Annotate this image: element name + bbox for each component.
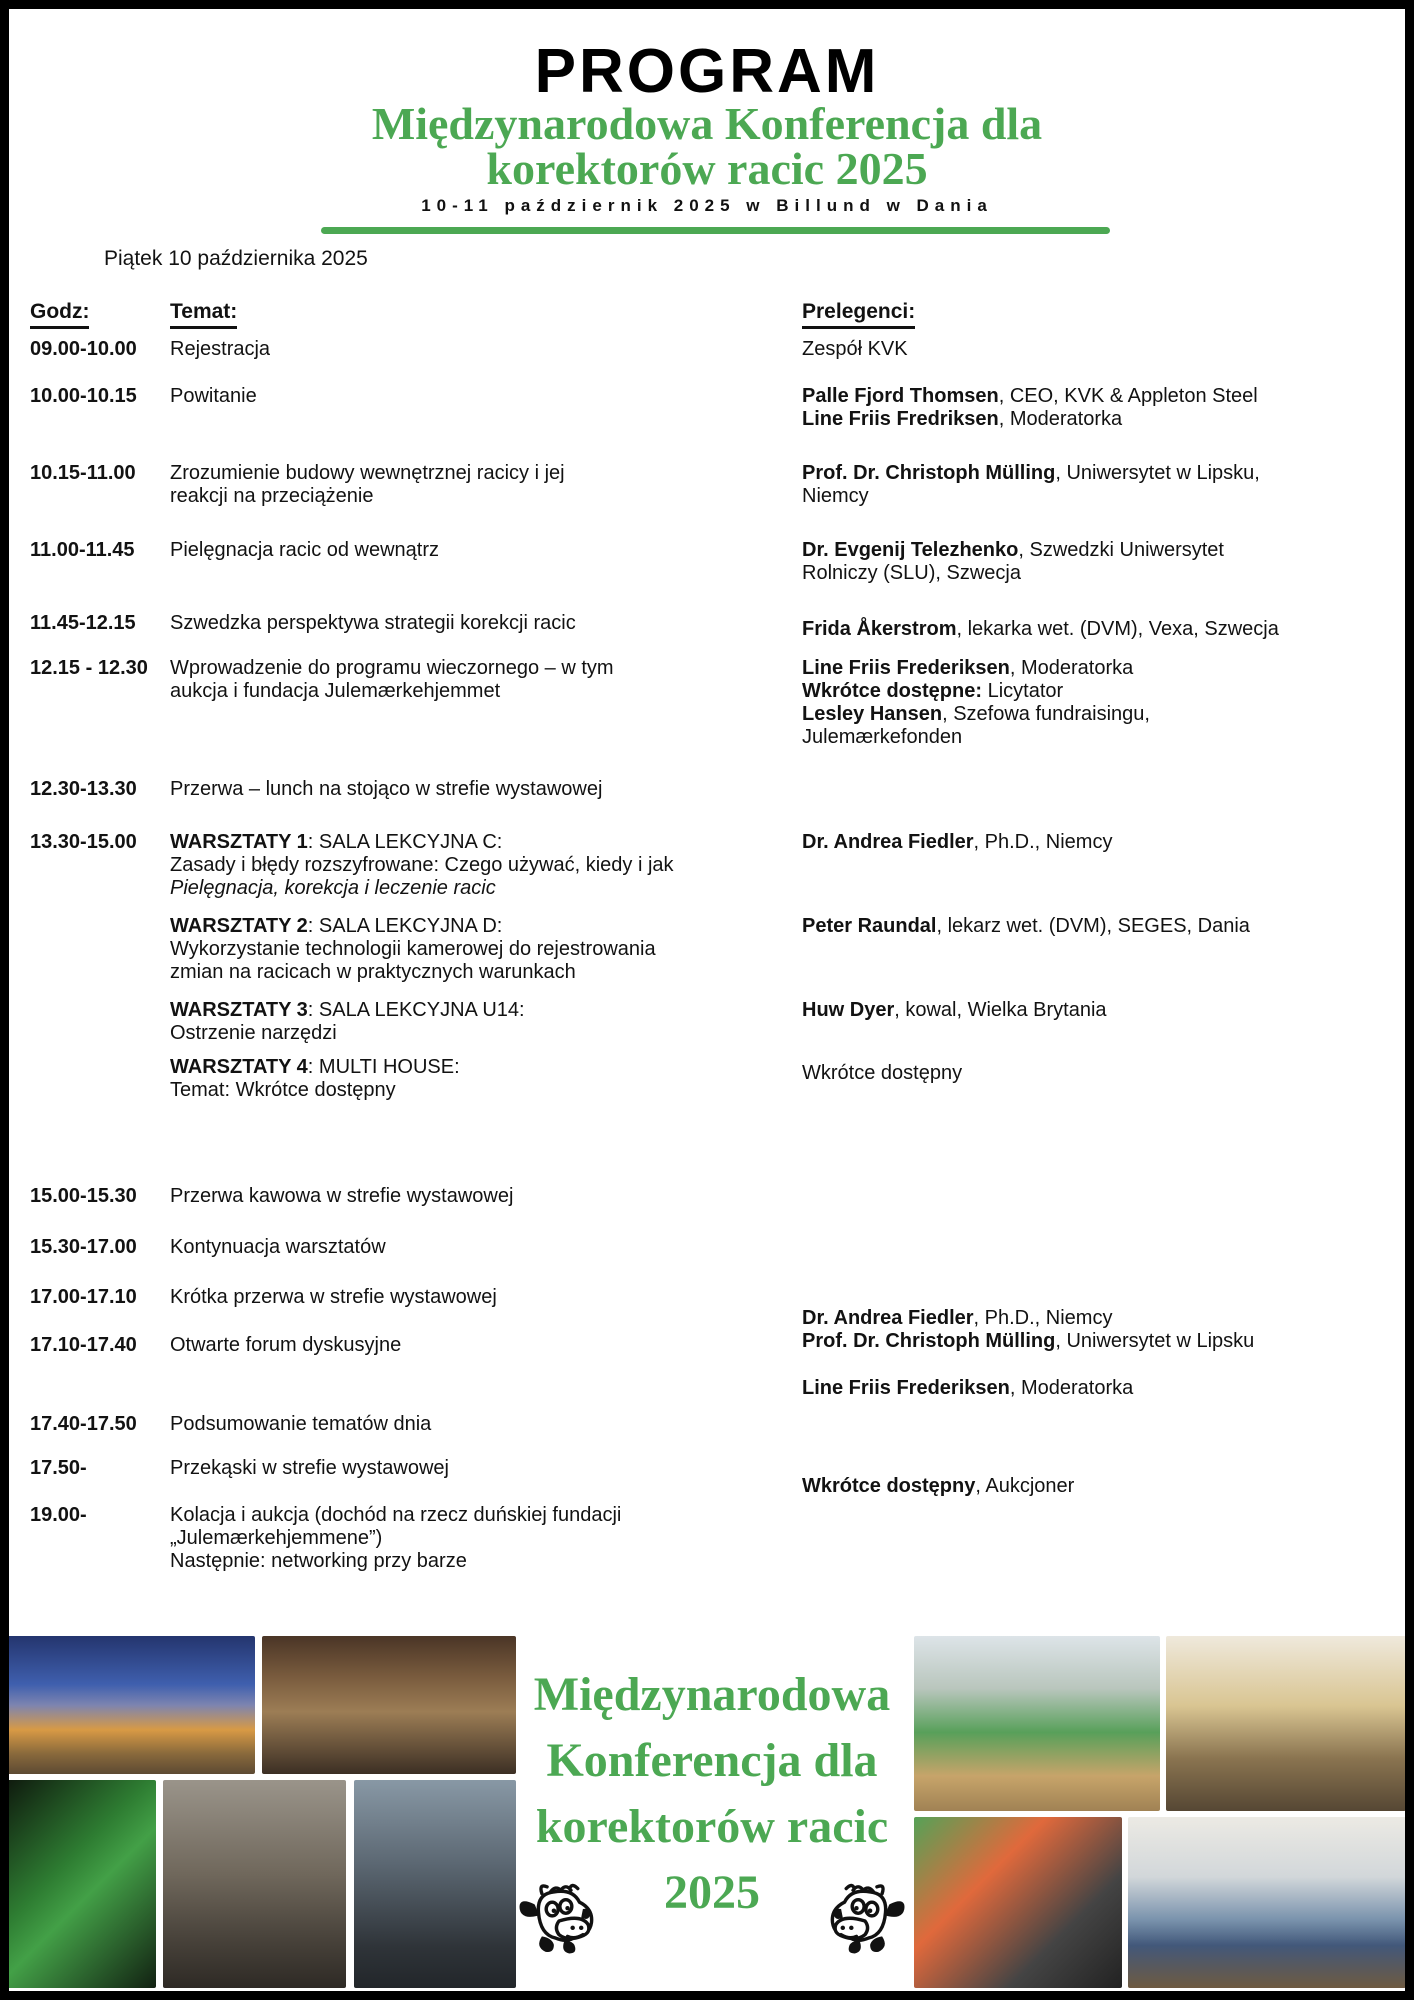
date-location: 10-11 październik 2025 w Billund w Dania (421, 196, 993, 215)
row-time: 15.00-15.30 (30, 1185, 137, 1207)
schedule-row-lunch (30, 778, 602, 801)
row-time: 10.15-11.00 (30, 462, 136, 484)
row-topic-italic: Pielęgnacja, korekcja i leczenie racic (170, 877, 496, 899)
speaker-block-workshop-1: Dr. Andrea Fiedler, Ph.D., Niemcy (802, 831, 1113, 853)
row-time: 10.00-10.15 (30, 385, 137, 407)
photo-auctioneer (262, 1636, 516, 1774)
header-divider (321, 227, 1110, 234)
row-time: 11.00-11.45 (30, 539, 135, 561)
workshop-4-header: WARSZTATY 4: MULTI HOUSE: (170, 1056, 460, 1078)
speaker-block-evening: Line Friis Frederiksen, Moderatorka Wkrótce dostępne: Licytator Lesley Hansen, Szefowa fundraisingu, Julemærkefonden (802, 657, 1150, 748)
speaker-block-workshop-2: Peter Raundal, lekarz wet. (DVM), SEGES, Dania (802, 915, 1250, 937)
row-topic: Temat: Wkrótce dostępny (170, 1079, 396, 1101)
photo-hoof-demonstration (163, 1780, 346, 1988)
speaker-block-auctioneer: Wkrótce dostępny, Aukcjoner (802, 1475, 1075, 1497)
page-title: PROGRAM (534, 37, 880, 106)
footer-line3: korektorów racic (535, 1800, 889, 1853)
row-topic: Przerwa kawowa w strefie wystawowej (170, 1185, 514, 1207)
photo-presenter (354, 1780, 516, 1988)
schedule-row-evening-intro (30, 657, 614, 703)
photo-exhibition-hall (914, 1636, 1160, 1811)
row-topic: „Julemærkehjemmene”) (170, 1527, 383, 1549)
schedule-row-swedish-perspective (30, 612, 576, 635)
speaker-block-summary: Line Friis Frederiksen, Moderatorka (802, 1377, 1134, 1399)
schedule-row-hoofcare (30, 539, 439, 562)
schedule-row-anatomy (30, 462, 565, 508)
workshop-3-header: WARSZTATY 3: SALA LEKCYJNA U14: (170, 999, 525, 1021)
row-topic: Pielęgnacja racic od wewnątrz (170, 539, 440, 561)
schedule-row-welcome (30, 385, 257, 408)
row-time: 17.40-17.50 (30, 1413, 137, 1435)
row-topic: aukcja i fundacja Julemærkehjemmet (170, 680, 501, 702)
row-topic: Kontynuacja warsztatów (170, 1236, 386, 1258)
row-topic: Wykorzystanie technologii kamerowej do rejestrowania (170, 938, 656, 960)
row-topic: reakcji na przeciążenie (170, 485, 374, 507)
row-time: 17.10-17.40 (30, 1334, 137, 1356)
row-topic: Otwarte forum dyskusyjne (170, 1334, 402, 1356)
row-time: 11.45-12.15 (30, 612, 136, 634)
workshop-2-header: WARSZTATY 2: SALA LEKCYJNA D: (170, 915, 503, 937)
column-header-speakers: Prelegenci: (802, 300, 915, 329)
cow-icon (516, 1880, 602, 1967)
photo-group-waving (914, 1817, 1122, 1988)
row-time: 12.30-13.30 (30, 778, 137, 800)
photo-hoof-inspection-table (1166, 1636, 1406, 1811)
column-header-time: Godz: (30, 300, 89, 329)
speaker-block-telezhenko: Dr. Evgenij Telezhenko, Szwedzki Uniwersytet Rolniczy (SLU), Szwecja (802, 539, 1224, 584)
schedule-row-dinner-auction (30, 1504, 621, 1573)
schedule-row-day-summary (30, 1413, 431, 1436)
photo-lecture-hall (1128, 1817, 1406, 1988)
cow-icon (822, 1880, 908, 1967)
schedule-row-registration (30, 338, 270, 361)
row-topic: Przerwa – lunch na stojąco w strefie wystawowej (170, 778, 603, 800)
row-time: 17.00-17.10 (30, 1286, 137, 1308)
row-topic: Zrozumienie budowy wewnętrznej racicy i jej (170, 462, 565, 484)
row-topic: Podsumowanie tematów dnia (170, 1413, 432, 1435)
workshop-1-header: WARSZTATY 1: SALA LEKCYJNA C: (170, 831, 503, 853)
row-topic: Szwedzka perspektywa strategii korekcji racic (170, 612, 576, 634)
row-topic: Krótka przerwa w strefie wystawowej (170, 1286, 497, 1308)
speaker-block-workshop-4: Wkrótce dostępny (802, 1062, 963, 1084)
row-topic: Następnie: networking przy barze (170, 1550, 467, 1572)
footer-line4: 2025 (664, 1866, 760, 1919)
row-topic: Powitanie (170, 385, 257, 407)
row-time: 12.15 - 12.30 (30, 657, 148, 679)
schedule-row-workshop-4 (170, 1056, 460, 1102)
schedule-row-open-forum (30, 1334, 401, 1357)
row-time: 13.30-15.00 (30, 831, 137, 853)
schedule-row-snacks (30, 1457, 449, 1480)
row-topic: Zasady i błędy rozszyfrowane: Czego używać, kiedy i jak (170, 854, 674, 876)
photo-conference-entrance (7, 1636, 255, 1774)
day-header: Piątek 10 października 2025 (104, 247, 368, 270)
speaker-block-forum: Dr. Andrea Fiedler, Ph.D., Niemcy Prof. Dr. Christoph Mülling, Uniwersytet w Lipsku (802, 1307, 1255, 1352)
row-time: 17.50- (30, 1457, 87, 1479)
schedule-row-workshop-1 (30, 831, 674, 900)
schedule-row-short-break (30, 1286, 497, 1309)
row-topic: Rejestracja (170, 338, 271, 360)
row-time: 15.30-17.00 (30, 1236, 137, 1258)
schedule-row-workshop-3 (170, 999, 525, 1045)
speaker-block-welcome: Palle Fjord Thomsen, CEO, KVK & Appleton Steel Line Friis Fredriksen, Moderatorka (802, 385, 1258, 430)
row-topic: Wprowadzenie do programu wieczornego – w tym (170, 657, 614, 679)
schedule-row-workshops-continued (30, 1236, 386, 1259)
conference-title-line1: Międzynarodowa Konferencja dla (371, 98, 1043, 149)
row-topic: zmian na racicach w praktycznych warunkach (170, 961, 576, 983)
column-header-topic: Temat: (170, 300, 237, 329)
schedule-row-coffee-break (30, 1185, 513, 1208)
row-topic: Przekąski w strefie wystawowej (170, 1457, 449, 1479)
row-topic: Ostrzenie narzędzi (170, 1022, 337, 1044)
speaker-block-muelling: Prof. Dr. Christoph Mülling, Uniwersytet w Lipsku, Niemcy (802, 462, 1260, 507)
schedule-row-workshop-2 (170, 915, 656, 984)
row-topic: Kolacja i aukcja (dochód na rzecz duńskiej fundacji (170, 1504, 622, 1526)
conference-title-line2: korektorów racic 2025 (486, 143, 928, 194)
footer-line2: Konferencja dla (546, 1734, 878, 1787)
speaker-block-registration: Zespół KVK (802, 338, 908, 360)
speaker-block-akerstrom: Frida Åkerstrom, lekarka wet. (DVM), Vexa, Szwecja (802, 618, 1279, 640)
photo-green-machine (7, 1780, 156, 1988)
row-time: 19.00- (30, 1504, 87, 1526)
speaker-block-workshop-3: Huw Dyer, kowal, Wielka Brytania (802, 999, 1107, 1021)
row-time: 09.00-10.00 (30, 338, 137, 360)
footer-line1: Międzynarodowa (533, 1668, 891, 1721)
